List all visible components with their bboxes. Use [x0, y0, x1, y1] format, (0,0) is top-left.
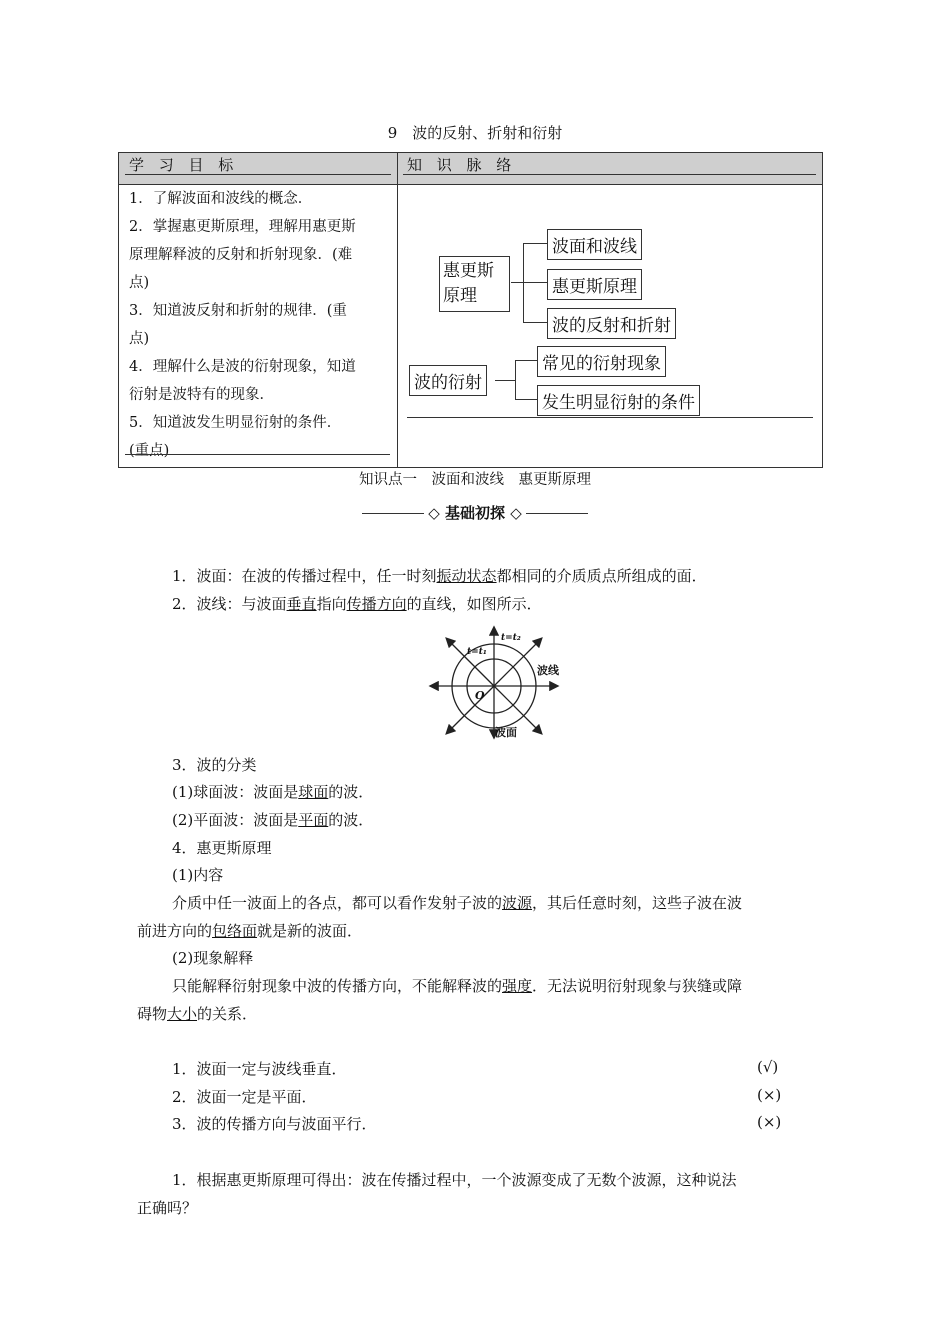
paragraph-spherical-wave — [172, 781, 373, 802]
text-run: 介质中任一波面上的各点，都可以看作发射子波的 — [172, 894, 503, 912]
keyword-underlined: 球面 — [298, 783, 329, 801]
keyword-underlined: 大小 — [167, 1005, 198, 1023]
keyword-underlined: 垂直 — [286, 595, 317, 613]
text-run: 指向 — [316, 595, 347, 613]
label-t2: t=t₂ — [501, 633, 521, 643]
paragraph-content-line1 — [172, 892, 742, 913]
keyword-underlined: 强度 — [502, 977, 533, 995]
keyword-underlined: 波源 — [502, 894, 533, 912]
question-line1: 1．根据惠更斯原理可得出：波在传播过程中，一个波源变成了无数个波源，这种说法 — [172, 1171, 737, 1189]
paragraph-classification: 3．波的分类 — [172, 756, 257, 774]
text-run: 都相同的介质质点所组成的面． — [496, 567, 707, 585]
label-origin: O — [475, 689, 485, 702]
objectives-table — [118, 152, 823, 468]
mindmap-branch-reflection-refraction: 波的反射和折射 — [547, 308, 676, 339]
goal-line: 原理解释波的反射和折射现象．(难 — [129, 247, 353, 263]
paragraph-content-heading: (1)内容 — [172, 866, 224, 884]
paragraph-explanation-heading: (2)现象解释 — [172, 949, 254, 967]
mindmap-root-diffraction: 波的衍射 — [409, 365, 487, 396]
text-run: ．无法说明衍射现象与狭缝或障 — [532, 977, 743, 995]
goal-line: 点) — [129, 331, 150, 347]
label-t1: t=t₁ — [467, 647, 487, 657]
mindmap-branch-huygens-principle: 惠更斯原理 — [547, 269, 642, 300]
text-run: (1)球面波：波面是 — [172, 783, 299, 801]
goal-line: 衍射是波特有的现象． — [129, 387, 274, 403]
keyword-underlined: 传播方向 — [346, 595, 407, 613]
paragraph-explanation-line1 — [172, 975, 742, 996]
section-banner-label: 基础初探 — [444, 504, 505, 522]
page-title: 9 波的反射、折射和衍射 — [387, 124, 563, 142]
mindmap-branch-diffraction-condition: 发生明显衍射的条件 — [537, 385, 700, 416]
paragraph-content-line2 — [137, 920, 362, 941]
goal-line: 点) — [129, 275, 150, 291]
text-run: (2)平面波：波面是 — [172, 811, 299, 829]
goal-line: 2．掌握惠更斯原理，理解用惠更斯 — [129, 219, 356, 235]
header-knowledge-outline-label: 知 识 脉 络 — [407, 156, 517, 174]
text-run: 的直线，如图所示． — [406, 595, 542, 613]
label-wave-front: 波面 — [495, 726, 517, 739]
judgment-statement: 2．波面一定是平面． — [172, 1088, 317, 1106]
section-banner: ◇ 基础初探 ◇ — [0, 502, 950, 523]
keyword-underlined: 包络面 — [212, 922, 258, 940]
judgment-mark: (×) — [757, 1086, 782, 1104]
text-run: 碍物 — [137, 1005, 168, 1023]
mindmap-branch-wavefront: 波面和波线 — [547, 229, 642, 260]
judgment-statement: 3．波的传播方向与波面平行． — [172, 1115, 377, 1133]
section-title: 知识点一 波面和波线 惠更斯原理 — [359, 472, 591, 488]
mindmap-root-huygens-line1: 惠更斯 — [443, 261, 494, 281]
paragraph-huygens: 4．惠更斯原理 — [172, 839, 272, 857]
goal-line: 4．理解什么是波的衍射现象，知道 — [129, 359, 356, 375]
judgment-mark: (×) — [757, 1113, 782, 1131]
text-run: 1．波面：在波的传播过程中，任一时刻 — [172, 567, 437, 585]
text-run: 的波． — [328, 811, 374, 829]
mindmap-branch-common-diffraction: 常见的衍射现象 — [537, 346, 666, 377]
text-run: 的关系． — [197, 1005, 258, 1023]
question-line2: 正确吗？ — [137, 1199, 198, 1217]
label-wave-line: 波线 — [537, 664, 559, 677]
header-learning-goals-label: 学 习 目 标 — [129, 156, 239, 174]
text-run: 只能解释衍射现象中波的传播方向，不能解释波的 — [172, 977, 503, 995]
judgment-statement: 1．波面一定与波线垂直． — [172, 1060, 347, 1078]
wavefront-diagram — [425, 625, 570, 740]
goal-line: 5．知道波发生明显衍射的条件． — [129, 415, 342, 431]
header-knowledge-outline — [397, 153, 822, 185]
text-run: 就是新的波面． — [257, 922, 363, 940]
text-run: 2．波线：与波面 — [172, 595, 287, 613]
header-learning-goals — [119, 153, 397, 185]
keyword-underlined: 振动状态 — [436, 567, 497, 585]
keyword-underlined: 平面 — [298, 811, 329, 829]
mindmap-root-huygens-line2: 原理 — [443, 286, 477, 306]
paragraph-wave-line — [172, 593, 542, 614]
text-run: ，其后任意时刻，这些子波在波 — [532, 894, 743, 912]
goal-line: (重点) — [129, 443, 170, 459]
judgment-mark: (√) — [757, 1058, 779, 1076]
goal-line: 1．了解波面和波线的概念． — [129, 191, 313, 207]
text-run: 的波． — [328, 783, 374, 801]
paragraph-wavefront — [172, 565, 707, 586]
text-run: 前进方向的 — [137, 922, 213, 940]
goal-line: 3．知道波反射和折射的规律．(重 — [129, 303, 347, 319]
paragraph-explanation-line2 — [137, 1003, 257, 1024]
mindmap-root-huygens — [439, 256, 510, 312]
paragraph-plane-wave — [172, 809, 373, 830]
